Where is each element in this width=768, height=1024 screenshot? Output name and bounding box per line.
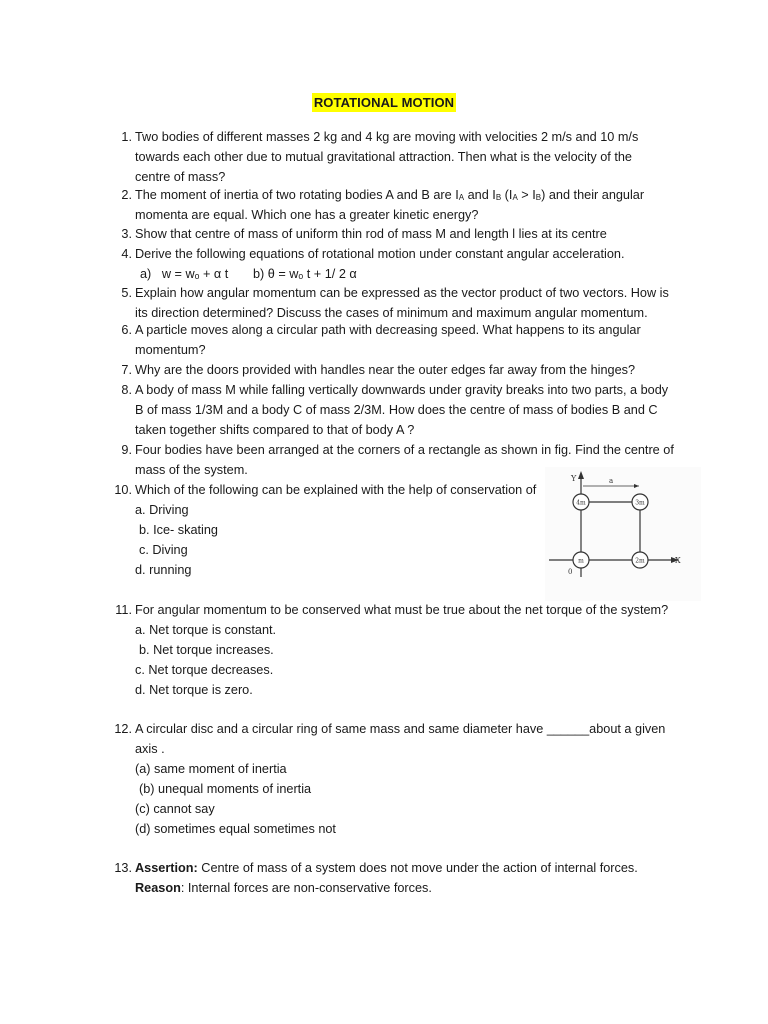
question-text: A body of mass M while falling vertically downwards under gravity breaks into two parts, a body: [135, 383, 669, 397]
question-text: Two bodies of different masses 2 kg and 4 kg are moving with velocities 2 m/s and 10 m/s: [135, 130, 639, 144]
question-number: 7.: [121, 363, 132, 377]
page-title: ROTATIONAL MOTION: [313, 95, 455, 110]
question-text: B of mass 1/3M and a body C of mass 2/3M. How does the centre of mass of bodies B and C: [135, 403, 658, 417]
x-axis-label: X: [675, 556, 681, 565]
dimension-label: a: [609, 477, 614, 485]
reason-text: : Internal forces are non-conservative forces.: [180, 881, 432, 895]
question-number: 6.: [121, 323, 132, 337]
question-text: Why are the doors provided with handles near the outer edges far away from the hinges?: [135, 363, 636, 377]
question-number: 2.: [121, 188, 132, 202]
question-number: 8.: [121, 383, 132, 397]
option-d: (d) sometimes equal sometimes not: [135, 822, 336, 836]
question-text: A particle moves along a circular path with decreasing speed. What happens to its angular: [135, 323, 641, 337]
option-a: a. Net torque is constant.: [135, 623, 277, 637]
mass-bottom-left-label: m: [578, 557, 584, 565]
option-c: c. Net torque decreases.: [135, 663, 274, 677]
question-text: Show that centre of mass of uniform thin rod of mass M and length l lies at its centre: [135, 227, 607, 241]
question-text: momenta are equal. Which one has a greater kinetic energy?: [135, 208, 479, 222]
mass-top-left-label: 4m: [576, 499, 586, 507]
option-b: b. Net torque increases.: [139, 643, 274, 657]
question-number: 9.: [121, 443, 132, 457]
y-axis-label: Y: [571, 474, 577, 483]
reason-line: [135, 878, 638, 898]
question-text: Which of the following can be explained with the help of conservation of: [135, 483, 537, 497]
assertion-line: [135, 858, 638, 878]
question-text: The moment of inertia of two rotating bodies A and B are IA and IB (IA > IB) and their angular: [135, 188, 645, 202]
equations-line: a) w = wₒ + α t b) θ = wₒ t + 1/ 2 α: [140, 267, 357, 281]
question-text: A circular disc and a circular ring of same mass and same diameter have ______about a given: [135, 722, 666, 736]
question-text: Explain how angular momentum can be expressed as the vector product of two vectors. How is: [135, 286, 669, 300]
question-text: Four bodies have been arranged at the corners of a rectangle as shown in fig. Find the centre of: [135, 443, 674, 457]
question-number: 1.: [121, 130, 132, 144]
question-text: mass of the system.: [135, 463, 248, 477]
question-text: towards each other due to mutual gravitational attraction. Then what is the velocity of the: [135, 150, 632, 164]
assertion-text: Centre of mass of a system does not move under the action of internal forces.: [197, 861, 638, 875]
origin-label: 0: [568, 568, 573, 576]
question-number: 12.: [114, 722, 132, 736]
reason-label: Reason: [135, 881, 181, 895]
mass-top-right-label: 3m: [635, 499, 645, 507]
option-d: d. running: [135, 563, 192, 577]
question-number: 13.: [114, 861, 132, 875]
question-text: axis .: [135, 742, 165, 756]
option-b: b. Ice- skating: [139, 523, 218, 537]
assertion-label: Assertion:: [135, 861, 198, 875]
question-number: 11.: [115, 603, 132, 617]
option-b: (b) unequal moments of inertia: [139, 782, 312, 796]
option-a: (a) same moment of inertia: [135, 762, 287, 776]
question-number: 4.: [121, 247, 132, 261]
option-c: (c) cannot say: [135, 802, 215, 816]
mass-rectangle-figure: [545, 467, 701, 601]
option-c: c. Diving: [139, 543, 188, 557]
question-text: centre of mass?: [135, 170, 226, 184]
question-number: 5.: [121, 286, 132, 300]
question-text: Derive the following equations of rotational motion under constant angular acceleration.: [135, 247, 625, 261]
question-number: 3.: [121, 227, 132, 241]
mass-bottom-right-label: 2m: [635, 557, 645, 565]
option-a: a. Driving: [135, 503, 189, 517]
question-number: 10.: [114, 483, 132, 497]
question-text: its direction determined? Discuss the cases of minimum and maximum angular momentum.: [135, 306, 648, 320]
question-text: taken together shifts compared to that of body A ?: [135, 423, 415, 437]
question-text: momentum?: [135, 343, 206, 357]
question-text: For angular momentum to be conserved what must be true about the net torque of the system?: [135, 603, 669, 617]
option-d: d. Net torque is zero.: [135, 683, 253, 697]
